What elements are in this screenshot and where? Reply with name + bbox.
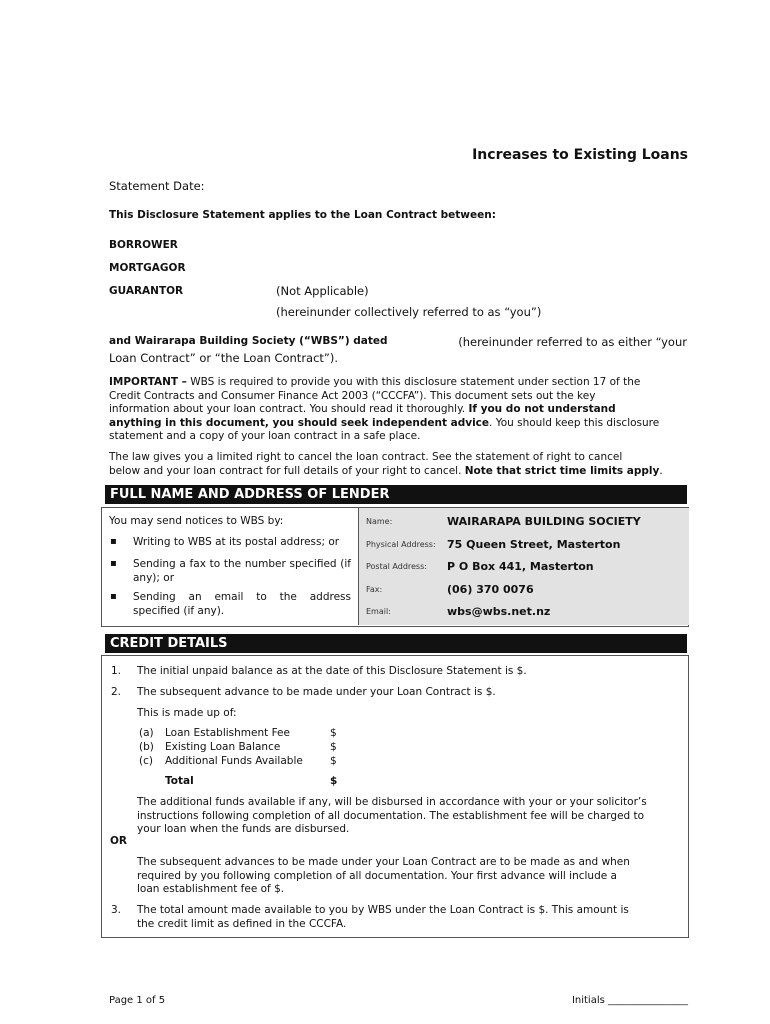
subsequent-line-1: The subsequent advances to be made under your Loan Contract are to be made as and when [137,856,630,868]
breakdown-a-value: $ [330,727,337,739]
item-3-line-2: the credit limit as defined in the CCCFA. [137,917,347,930]
email-label: Email: [366,607,391,616]
name-value: WAIRARAPA BUILDING SOCIETY [447,515,641,528]
bullet-icon: ▪ [110,591,117,602]
lender-details-panel [358,508,689,625]
subsequent-advances-paragraph [137,856,682,897]
applies-line: This Disclosure Statement applies to the Loan Contract between: [109,209,496,221]
physical-address-value: 75 Queen Street, Masterton [447,538,621,551]
made-up-label: This is made up of: [137,707,237,719]
physical-address-label: Physical Address: [366,540,436,549]
lender-section-header: FULL NAME AND ADDRESS OF LENDER [101,485,687,504]
guarantor-label: GUARANTOR [109,285,184,297]
header-gap [101,634,105,653]
borrower-label: BORROWER [109,239,178,251]
item-1-number: 1. [111,665,122,677]
total-value: $ [330,775,338,787]
important-line-4a: anything in this document, you should seek independent advice [109,416,490,429]
breakdown-a-label: Loan Establishment Fee [165,727,290,739]
notice-bullet-3: Sending an email to the address specified (if any). [133,591,351,617]
document-title: Increases to Existing Loans [472,147,688,163]
notice-bullet-2: Sending a fax to the number specified (if any); or [133,558,351,584]
item-2-text: The subsequent advance to be made under your Loan Contract is $. [137,686,496,698]
item-1-text: The initial unpaid balance as at the date of this Disclosure Statement is $. [137,665,527,677]
important-line-2: Credit Contracts and Consumer Finance Act 2003 (“CCCFA”). This document sets out the key [109,389,596,402]
important-line-5: statement and a copy of your loan contract in a safe place. [109,430,421,442]
postal-address-label: Postal Address: [366,562,427,571]
initials-field: Initials ________________ [571,995,688,1006]
important-line-4b: . You should keep this disclosure [489,416,660,429]
breakdown-b-label: Existing Loan Balance [165,741,281,753]
additional-line-1: The additional funds available if any, will be disbursed in accordance with your or your solicitor’s [137,796,647,808]
item-2-number: 2. [111,686,122,698]
postal-address-value: P O Box 441, Masterton [447,560,594,573]
important-line-3a: information about your loan contract. You should read it thoroughly. [109,403,466,415]
cancel-line-2b: Note that strict time limits apply [464,464,660,477]
subsequent-line-3: loan establishment fee of $. [137,883,285,895]
bullet-icon: ▪ [110,536,117,547]
mortgagor-label: MORTGAGOR [109,262,186,274]
and-wbs-bold: and Wairarapa Building Society (“WBS”) dated [109,335,388,347]
statement-date-label: Statement Date: [109,179,205,193]
subsequent-line-2: required by you following completion of all documentation. Your first advance will include a [137,869,617,882]
total-label: Total [165,775,194,787]
credit-section-header: CREDIT DETAILS [101,634,687,653]
important-label: IMPORTANT – [109,376,187,388]
right-to-cancel-paragraph [109,451,687,478]
breakdown-c-key: (c) [139,755,153,767]
lender-box [101,507,689,627]
name-label: Name: [366,517,393,526]
cancel-line-2a: below and your loan contract for full details of your right to cancel. [109,464,462,477]
additional-funds-paragraph [137,796,682,837]
header-gap [101,485,105,504]
important-line-1: WBS is required to provide you with this disclosure statement under section 17 of the [190,376,641,388]
notice-intro: You may send notices to WBS by: [109,515,284,527]
page-number: Page 1 of 5 [109,995,166,1006]
important-line-3b: If you do not understand [468,403,616,415]
item-3-text [137,904,682,931]
additional-line-2: instructions following completion of all documentation. The establishment fee will be charged to [137,809,645,822]
important-paragraph [109,376,687,444]
or-label: OR [110,835,128,847]
and-wbs-rest-1: (hereinunder referred to as either “your [458,335,687,349]
breakdown-b-key: (b) [139,741,154,753]
breakdown-b-value: $ [330,741,337,753]
and-wbs-paragraph [109,335,687,365]
collective-note: (hereinunder collectively referred to as “you”) [276,305,542,319]
cancel-line-1: The law gives you a limited right to cancel the loan contract. See the statement of right to cancel [109,451,623,463]
fax-label: Fax: [366,585,383,594]
and-wbs-rest-2: Loan Contract” or “the Loan Contract”). [109,351,339,365]
breakdown-c-value: $ [330,755,337,767]
additional-line-3: your loan when the funds are disbursed. [137,823,350,835]
guarantor-value: (Not Applicable) [276,284,369,298]
breakdown-c-label: Additional Funds Available [165,755,303,767]
cancel-line-2c: . [659,464,663,477]
credit-box [101,655,689,938]
email-value: wbs@wbs.net.nz [447,605,551,618]
breakdown-a-key: (a) [139,727,154,739]
item-3-line-1: The total amount made available to you by WBS under the Loan Contract is $. This amount is [137,904,629,916]
bullet-icon: ▪ [110,558,117,569]
item-3-number: 3. [111,904,122,916]
notice-bullet-1: Writing to WBS at its postal address; or [133,536,340,548]
fax-value: (06) 370 0076 [447,583,534,596]
